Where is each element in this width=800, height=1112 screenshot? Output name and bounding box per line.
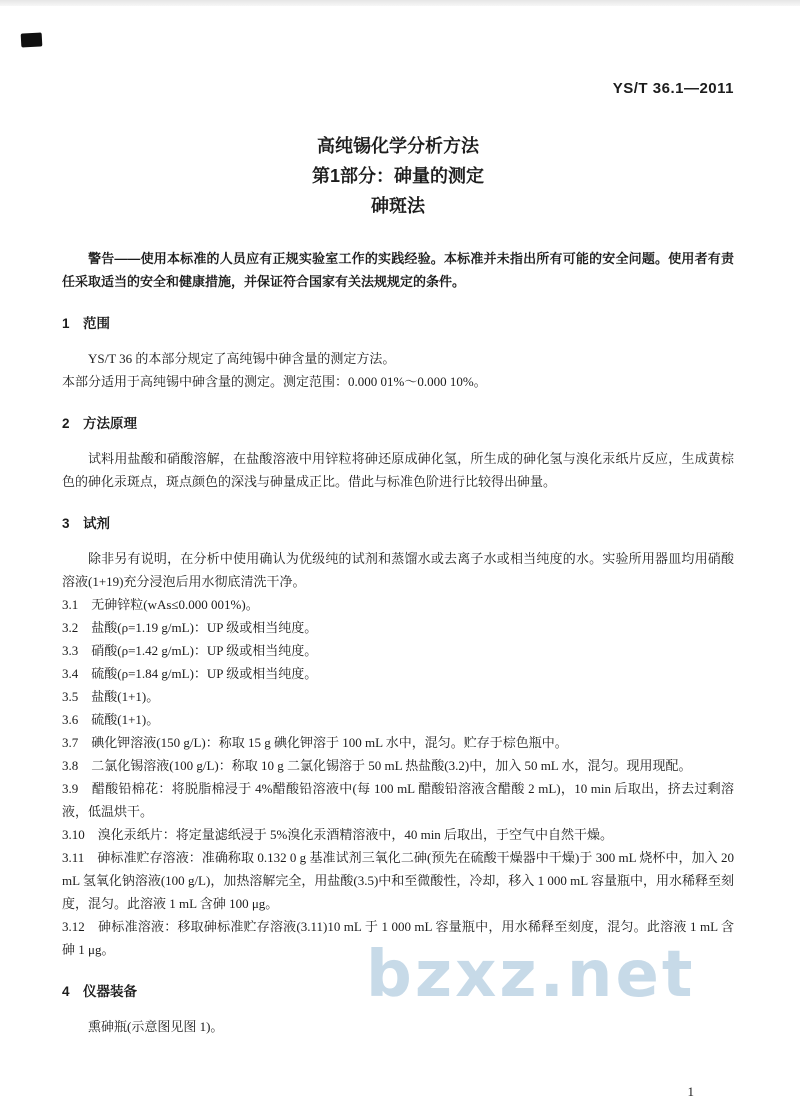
section-3-intro: 除非另有说明，在分析中使用确认为优级纯的试剂和蒸馏水或去离子水或相当纯度的水。实验所用器皿均用硝酸溶液(1+19)充分浸泡后用水彻底清洗干净。 — [62, 551, 734, 589]
section-4-paragraph-1: 熏砷瓶(示意图见图 1)。 — [88, 1019, 224, 1034]
item-3-5: 3.5 盐酸(1+1)。 — [62, 689, 160, 704]
section-1-paragraph-2: 本部分适用于高纯锡中砷含量的测定。测定范围：0.000 01%～0.000 10%。 — [62, 374, 487, 389]
title-line-1: 高纯锡化学分析方法 — [317, 136, 479, 156]
section-2-paragraph-1: 试料用盐酸和硝酸溶解，在盐酸溶液中用锌粒将砷还原成砷化氢，所生成的砷化氢与溴化汞纸片反应，生成黄棕色的砷化汞斑点，斑点颜色的深浅与砷量成正比。借此与标准色阶进行比较得出砷量。 — [62, 451, 734, 489]
item-3-10: 3.10 溴化汞纸片：将定量滤纸浸于 5%溴化汞酒精溶液中，40 min 后取出，于空气中自然干燥。 — [62, 827, 614, 842]
document-title — [62, 131, 734, 221]
section-1-paragraph-1: YS/T 36 的本部分规定了高纯锡中砷含量的测定方法。 — [88, 351, 396, 366]
page-number: 1 — [687, 1084, 694, 1099]
warning-paragraph: 警告——使用本标准的人员应有正规实验室工作的实践经验。本标准并未指出所有可能的安全问题。使用者有责任采取适当的安全和健康措施，并保证符合国家有关法规规定的条件。 — [62, 251, 734, 289]
item-3-7: 3.7 碘化钾溶液(150 g/L)：称取 15 g 碘化钾溶于 100 mL 水中，混匀。贮存于棕色瓶中。 — [62, 735, 568, 750]
section-1-heading: 1 范围 — [62, 316, 111, 331]
section-3-heading: 3 试剂 — [62, 516, 111, 531]
item-3-2: 3.2 盐酸(ρ=1.19 g/mL)：UP 级或相当纯度。 — [62, 620, 318, 635]
item-3-6: 3.6 硫酸(1+1)。 — [62, 712, 160, 727]
standard-number: YS/T 36.1—2011 — [612, 80, 734, 97]
title-line-2: 第1部分：砷量的测定 — [311, 166, 484, 186]
item-3-9: 3.9 醋酸铅棉花：将脱脂棉浸于 4%醋酸铅溶液中(每 100 mL 醋酸铅溶液含醋酸 2 mL)，10 min 后取出，挤去过剩溶液，低温烘干。 — [62, 781, 734, 819]
item-3-1: 3.1 无砷锌粒(wAs≤0.000 001%)。 — [62, 597, 259, 612]
reagent-items — [62, 593, 734, 961]
section-2-heading: 2 方法原理 — [62, 416, 138, 431]
item-3-3: 3.3 硝酸(ρ=1.42 g/mL)：UP 级或相当纯度。 — [62, 643, 318, 658]
item-3-4: 3.4 硫酸(ρ=1.84 g/mL)：UP 级或相当纯度。 — [62, 666, 318, 681]
item-3-12: 3.12 砷标准溶液：移取砷标准贮存溶液(3.11)10 mL 于 1 000 mL 容量瓶中，用水稀释至刻度，混匀。此溶液 1 mL 含砷 1 μg。 — [62, 919, 734, 957]
watermark: bzxz.net — [366, 938, 696, 1012]
item-3-11: 3.11 砷标准贮存溶液：准确称取 0.132 0 g 基准试剂三氧化二砷(预先在硫酸干燥器中干燥)于 300 mL 烧杯中，加入 20 mL 氢氧化钠溶液(100 g/L)，加热溶解完全，用盐酸(3.5)中和至微酸性，冷却，移入 1 000 mL 容量瓶中，用水稀释至刻度，混匀。此溶液 1 mL 含砷 100 μg。 — [62, 850, 734, 911]
item-3-8: 3.8 二氯化锡溶液(100 g/L)：称取 10 g 二氯化锡溶于 50 mL 热盐酸(3.2)中，加入 50 mL 水，混匀。现用现配。 — [62, 758, 692, 773]
section-4-heading: 4 仪器装备 — [62, 984, 138, 999]
title-line-3: 砷斑法 — [371, 196, 425, 216]
